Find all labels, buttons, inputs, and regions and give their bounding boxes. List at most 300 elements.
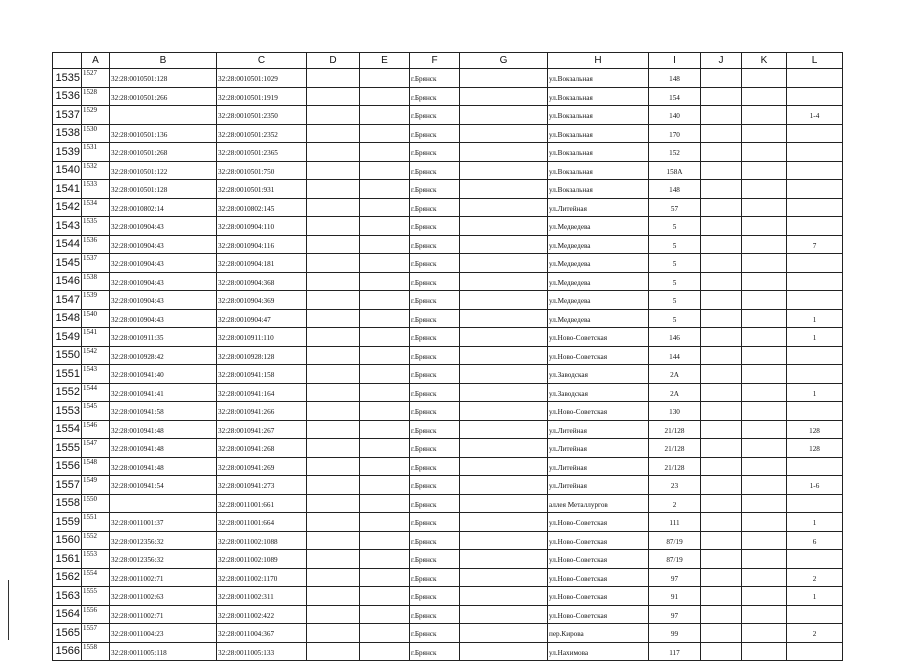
cell-i[interactable]: 144 [649,346,701,365]
cell-a[interactable]: 1548 [82,457,110,476]
cell-e[interactable] [360,605,410,624]
cell-e[interactable] [360,198,410,217]
cell-h[interactable]: ул.Ново-Советская [548,587,649,606]
corner-cell[interactable] [53,53,82,69]
cell-d[interactable] [307,494,360,513]
cell-g[interactable] [460,69,548,88]
cell-d[interactable] [307,272,360,291]
cell-f[interactable]: г.Брянск [410,568,460,587]
cell-l[interactable]: 2 [787,568,843,587]
cell-h[interactable]: ул.Заводская [548,365,649,384]
cell-a[interactable]: 1529 [82,106,110,125]
cell-f[interactable]: г.Брянск [410,254,460,273]
cell-b[interactable]: 32:28:0011001:37 [110,513,217,532]
cell-h[interactable]: ул.Литейная [548,476,649,495]
cell-i[interactable]: 111 [649,513,701,532]
row-number[interactable]: 1542 [53,198,82,217]
cell-e[interactable] [360,587,410,606]
cell-e[interactable] [360,124,410,143]
cell-a[interactable]: 1534 [82,198,110,217]
cell-a[interactable]: 1555 [82,587,110,606]
column-header-f[interactable]: F [410,53,460,69]
cell-l[interactable] [787,642,843,661]
row-number[interactable]: 1563 [53,587,82,606]
cell-h[interactable]: ул.Вокзальная [548,87,649,106]
row-number[interactable]: 1537 [53,106,82,125]
cell-l[interactable]: 128 [787,420,843,439]
cell-d[interactable] [307,402,360,421]
cell-d[interactable] [307,87,360,106]
cell-a[interactable]: 1535 [82,217,110,236]
cell-e[interactable] [360,254,410,273]
cell-i[interactable]: 5 [649,291,701,310]
cell-i[interactable]: 21/128 [649,420,701,439]
cell-h[interactable]: ул.Медведева [548,235,649,254]
cell-c[interactable]: 32:28:0010941:266 [217,402,307,421]
cell-k[interactable] [742,309,787,328]
cell-g[interactable] [460,383,548,402]
cell-h[interactable]: пер.Кирова [548,624,649,643]
cell-c[interactable]: 32:28:0010501:1029 [217,69,307,88]
cell-c[interactable]: 32:28:0010904:369 [217,291,307,310]
cell-l[interactable]: 7 [787,235,843,254]
cell-f[interactable]: г.Брянск [410,309,460,328]
cell-j[interactable] [701,124,742,143]
cell-d[interactable] [307,457,360,476]
cell-k[interactable] [742,587,787,606]
cell-k[interactable] [742,272,787,291]
cell-f[interactable]: г.Брянск [410,198,460,217]
cell-e[interactable] [360,180,410,199]
cell-j[interactable] [701,624,742,643]
cell-d[interactable] [307,198,360,217]
cell-i[interactable]: 97 [649,605,701,624]
cell-k[interactable] [742,550,787,569]
row-number[interactable]: 1539 [53,143,82,162]
cell-f[interactable]: г.Брянск [410,550,460,569]
row-number[interactable]: 1548 [53,309,82,328]
cell-h[interactable]: ул.Медведева [548,254,649,273]
cell-k[interactable] [742,254,787,273]
cell-h[interactable]: ул.Вокзальная [548,161,649,180]
cell-f[interactable]: г.Брянск [410,531,460,550]
cell-a[interactable]: 1550 [82,494,110,513]
cell-i[interactable]: 21/128 [649,457,701,476]
cell-d[interactable] [307,642,360,661]
cell-i[interactable]: 87/19 [649,550,701,569]
cell-d[interactable] [307,69,360,88]
cell-c[interactable]: 32:28:0010904:47 [217,309,307,328]
cell-c[interactable]: 32:28:0011002:311 [217,587,307,606]
cell-b[interactable]: 32:28:0012356:32 [110,550,217,569]
cell-j[interactable] [701,161,742,180]
cell-g[interactable] [460,402,548,421]
cell-j[interactable] [701,69,742,88]
cell-b[interactable]: 32:28:0010941:41 [110,383,217,402]
cell-h[interactable]: ул.Вокзальная [548,124,649,143]
cell-l[interactable]: 1 [787,513,843,532]
cell-k[interactable] [742,531,787,550]
cell-c[interactable]: 32:28:0010904:116 [217,235,307,254]
cell-f[interactable]: г.Брянск [410,328,460,347]
row-number[interactable]: 1551 [53,365,82,384]
column-header-k[interactable]: K [742,53,787,69]
cell-d[interactable] [307,161,360,180]
cell-c[interactable]: 32:28:0010941:273 [217,476,307,495]
cell-a[interactable]: 1543 [82,365,110,384]
cell-d[interactable] [307,254,360,273]
cell-l[interactable] [787,272,843,291]
cell-k[interactable] [742,217,787,236]
cell-c[interactable]: 32:28:0010501:750 [217,161,307,180]
cell-d[interactable] [307,291,360,310]
cell-f[interactable]: г.Брянск [410,69,460,88]
cell-e[interactable] [360,550,410,569]
cell-b[interactable]: 32:28:0010928:42 [110,346,217,365]
cell-g[interactable] [460,624,548,643]
cell-k[interactable] [742,568,787,587]
column-header-l[interactable]: L [787,53,843,69]
cell-j[interactable] [701,254,742,273]
cell-h[interactable]: ул.Вокзальная [548,180,649,199]
cell-i[interactable]: 148 [649,180,701,199]
cell-g[interactable] [460,254,548,273]
row-number[interactable]: 1566 [53,642,82,661]
cell-g[interactable] [460,291,548,310]
row-number[interactable]: 1544 [53,235,82,254]
cell-c[interactable]: 32:28:0010941:269 [217,457,307,476]
cell-l[interactable]: 1 [787,587,843,606]
cell-i[interactable]: 5 [649,254,701,273]
cell-l[interactable] [787,494,843,513]
cell-h[interactable]: ул.Ново-Советская [548,605,649,624]
cell-b[interactable]: 32:28:0010941:48 [110,420,217,439]
cell-b[interactable]: 32:28:0010904:43 [110,254,217,273]
row-number[interactable]: 1545 [53,254,82,273]
cell-h[interactable]: ул.Медведева [548,291,649,310]
cell-j[interactable] [701,309,742,328]
cell-l[interactable] [787,143,843,162]
cell-f[interactable]: г.Брянск [410,346,460,365]
cell-l[interactable] [787,161,843,180]
cell-g[interactable] [460,143,548,162]
cell-h[interactable]: ул.Ново-Советская [548,550,649,569]
cell-f[interactable]: г.Брянск [410,143,460,162]
row-number[interactable]: 1546 [53,272,82,291]
cell-d[interactable] [307,531,360,550]
cell-g[interactable] [460,587,548,606]
cell-e[interactable] [360,383,410,402]
cell-e[interactable] [360,494,410,513]
cell-c[interactable]: 32:28:0010501:2365 [217,143,307,162]
cell-d[interactable] [307,180,360,199]
cell-b[interactable]: 32:28:0010904:43 [110,291,217,310]
cell-j[interactable] [701,513,742,532]
cell-f[interactable]: г.Брянск [410,161,460,180]
cell-d[interactable] [307,568,360,587]
cell-l[interactable] [787,550,843,569]
cell-a[interactable]: 1531 [82,143,110,162]
cell-f[interactable]: г.Брянск [410,494,460,513]
cell-l[interactable] [787,402,843,421]
cell-l[interactable]: 1 [787,309,843,328]
cell-l[interactable]: 1-4 [787,106,843,125]
cell-e[interactable] [360,309,410,328]
cell-b[interactable]: 32:28:0010501:268 [110,143,217,162]
cell-b[interactable]: 32:28:0010941:48 [110,457,217,476]
cell-h[interactable]: ул.Заводская [548,383,649,402]
cell-d[interactable] [307,383,360,402]
row-number[interactable]: 1561 [53,550,82,569]
cell-k[interactable] [742,291,787,310]
cell-l[interactable]: 1 [787,383,843,402]
cell-g[interactable] [460,328,548,347]
cell-c[interactable]: 32:28:0011002:1089 [217,550,307,569]
row-number[interactable]: 1558 [53,494,82,513]
cell-k[interactable] [742,513,787,532]
cell-i[interactable]: 158А [649,161,701,180]
cell-j[interactable] [701,143,742,162]
cell-i[interactable]: 5 [649,235,701,254]
cell-g[interactable] [460,198,548,217]
cell-b[interactable]: 32:28:0011004:23 [110,624,217,643]
cell-l[interactable] [787,605,843,624]
cell-e[interactable] [360,457,410,476]
cell-e[interactable] [360,272,410,291]
cell-f[interactable]: г.Брянск [410,642,460,661]
cell-g[interactable] [460,161,548,180]
cell-c[interactable]: 32:28:0010904:110 [217,217,307,236]
cell-g[interactable] [460,87,548,106]
cell-e[interactable] [360,217,410,236]
cell-f[interactable]: г.Брянск [410,420,460,439]
cell-b[interactable]: 32:28:0012356:32 [110,531,217,550]
cell-f[interactable]: г.Брянск [410,605,460,624]
cell-f[interactable]: г.Брянск [410,513,460,532]
cell-f[interactable]: г.Брянск [410,439,460,458]
cell-d[interactable] [307,420,360,439]
cell-a[interactable]: 1554 [82,568,110,587]
cell-a[interactable]: 1544 [82,383,110,402]
cell-a[interactable]: 1547 [82,439,110,458]
cell-f[interactable]: г.Брянск [410,291,460,310]
cell-b[interactable]: 32:28:0010941:54 [110,476,217,495]
cell-i[interactable]: 2 [649,494,701,513]
cell-i[interactable]: 21/128 [649,439,701,458]
cell-h[interactable]: ул.Ново-Советская [548,568,649,587]
cell-l[interactable] [787,87,843,106]
row-number[interactable]: 1543 [53,217,82,236]
cell-e[interactable] [360,328,410,347]
cell-i[interactable]: 23 [649,476,701,495]
cell-b[interactable]: 32:28:0010501:136 [110,124,217,143]
cell-d[interactable] [307,550,360,569]
cell-k[interactable] [742,161,787,180]
cell-i[interactable]: 2А [649,365,701,384]
cell-b[interactable]: 32:28:0010802:14 [110,198,217,217]
cell-k[interactable] [742,402,787,421]
row-number[interactable]: 1536 [53,87,82,106]
cell-g[interactable] [460,180,548,199]
row-number[interactable]: 1552 [53,383,82,402]
cell-h[interactable]: ул.Ново-Советская [548,402,649,421]
cell-h[interactable]: ул.Ново-Советская [548,346,649,365]
cell-a[interactable]: 1556 [82,605,110,624]
cell-c[interactable]: 32:28:0010941:158 [217,365,307,384]
cell-e[interactable] [360,365,410,384]
row-number[interactable]: 1535 [53,69,82,88]
cell-d[interactable] [307,235,360,254]
row-number[interactable]: 1554 [53,420,82,439]
cell-g[interactable] [460,106,548,125]
cell-f[interactable]: г.Брянск [410,87,460,106]
cell-a[interactable]: 1527 [82,69,110,88]
cell-a[interactable]: 1533 [82,180,110,199]
cell-j[interactable] [701,420,742,439]
cell-f[interactable]: г.Брянск [410,402,460,421]
cell-a[interactable]: 1542 [82,346,110,365]
cell-a[interactable]: 1553 [82,550,110,569]
cell-l[interactable]: 6 [787,531,843,550]
cell-j[interactable] [701,217,742,236]
cell-h[interactable]: аллея Металлургов [548,494,649,513]
cell-h[interactable]: ул.Вокзальная [548,106,649,125]
cell-d[interactable] [307,587,360,606]
cell-e[interactable] [360,235,410,254]
cell-b[interactable]: 32:28:0010941:58 [110,402,217,421]
cell-h[interactable]: ул.Вокзальная [548,69,649,88]
cell-d[interactable] [307,328,360,347]
row-number[interactable]: 1549 [53,328,82,347]
cell-c[interactable]: 32:28:0010911:110 [217,328,307,347]
cell-i[interactable]: 2А [649,383,701,402]
cell-g[interactable] [460,272,548,291]
cell-k[interactable] [742,439,787,458]
cell-h[interactable]: ул.Медведева [548,272,649,291]
cell-l[interactable] [787,254,843,273]
cell-f[interactable]: г.Брянск [410,272,460,291]
cell-b[interactable] [110,106,217,125]
cell-b[interactable]: 32:28:0010501:122 [110,161,217,180]
cell-g[interactable] [460,124,548,143]
row-number[interactable]: 1565 [53,624,82,643]
cell-a[interactable]: 1546 [82,420,110,439]
cell-a[interactable]: 1540 [82,309,110,328]
cell-h[interactable]: ул.Литейная [548,457,649,476]
cell-i[interactable]: 146 [649,328,701,347]
cell-k[interactable] [742,143,787,162]
cell-j[interactable] [701,383,742,402]
row-number[interactable]: 1547 [53,291,82,310]
cell-c[interactable]: 32:28:0010501:2350 [217,106,307,125]
cell-b[interactable]: 32:28:0011002:71 [110,605,217,624]
row-number[interactable]: 1555 [53,439,82,458]
cell-a[interactable]: 1538 [82,272,110,291]
cell-i[interactable]: 87/19 [649,531,701,550]
cell-a[interactable]: 1539 [82,291,110,310]
row-number[interactable]: 1559 [53,513,82,532]
cell-a[interactable]: 1552 [82,531,110,550]
cell-b[interactable]: 32:28:0010501:266 [110,87,217,106]
cell-j[interactable] [701,642,742,661]
cell-l[interactable] [787,457,843,476]
cell-e[interactable] [360,642,410,661]
cell-e[interactable] [360,346,410,365]
cell-g[interactable] [460,365,548,384]
cell-l[interactable]: 2 [787,624,843,643]
cell-k[interactable] [742,624,787,643]
cell-l[interactable] [787,217,843,236]
cell-h[interactable]: ул.Нахимова [548,642,649,661]
cell-g[interactable] [460,513,548,532]
cell-h[interactable]: ул.Вокзальная [548,143,649,162]
cell-e[interactable] [360,568,410,587]
cell-c[interactable]: 32:28:0011001:664 [217,513,307,532]
cell-b[interactable]: 32:28:0010904:43 [110,235,217,254]
cell-j[interactable] [701,568,742,587]
cell-j[interactable] [701,494,742,513]
row-number[interactable]: 1553 [53,402,82,421]
cell-k[interactable] [742,346,787,365]
cell-i[interactable]: 148 [649,69,701,88]
row-number[interactable]: 1560 [53,531,82,550]
cell-f[interactable]: г.Брянск [410,365,460,384]
cell-c[interactable]: 32:28:0010501:1919 [217,87,307,106]
cell-j[interactable] [701,87,742,106]
cell-e[interactable] [360,143,410,162]
cell-k[interactable] [742,124,787,143]
cell-g[interactable] [460,605,548,624]
cell-l[interactable] [787,69,843,88]
cell-i[interactable]: 152 [649,143,701,162]
cell-c[interactable]: 32:28:0010904:368 [217,272,307,291]
cell-i[interactable]: 170 [649,124,701,143]
cell-f[interactable]: г.Брянск [410,457,460,476]
cell-a[interactable]: 1545 [82,402,110,421]
row-number[interactable]: 1540 [53,161,82,180]
cell-a[interactable]: 1558 [82,642,110,661]
cell-c[interactable]: 32:28:0011004:367 [217,624,307,643]
cell-j[interactable] [701,587,742,606]
cell-c[interactable]: 32:28:0010904:181 [217,254,307,273]
cell-j[interactable] [701,439,742,458]
row-number[interactable]: 1541 [53,180,82,199]
cell-k[interactable] [742,69,787,88]
cell-j[interactable] [701,346,742,365]
cell-g[interactable] [460,346,548,365]
cell-c[interactable]: 32:28:0010802:145 [217,198,307,217]
cell-a[interactable]: 1532 [82,161,110,180]
cell-a[interactable]: 1551 [82,513,110,532]
cell-k[interactable] [742,383,787,402]
cell-d[interactable] [307,605,360,624]
cell-e[interactable] [360,624,410,643]
cell-g[interactable] [460,568,548,587]
cell-b[interactable]: 32:28:0010911:35 [110,328,217,347]
cell-c[interactable]: 32:28:0011005:133 [217,642,307,661]
cell-d[interactable] [307,365,360,384]
cell-h[interactable]: ул.Литейная [548,439,649,458]
cell-j[interactable] [701,457,742,476]
cell-d[interactable] [307,439,360,458]
cell-j[interactable] [701,198,742,217]
row-number[interactable]: 1562 [53,568,82,587]
cell-g[interactable] [460,457,548,476]
cell-b[interactable]: 32:28:0011002:71 [110,568,217,587]
cell-c[interactable]: 32:28:0010941:268 [217,439,307,458]
cell-e[interactable] [360,402,410,421]
cell-l[interactable] [787,198,843,217]
